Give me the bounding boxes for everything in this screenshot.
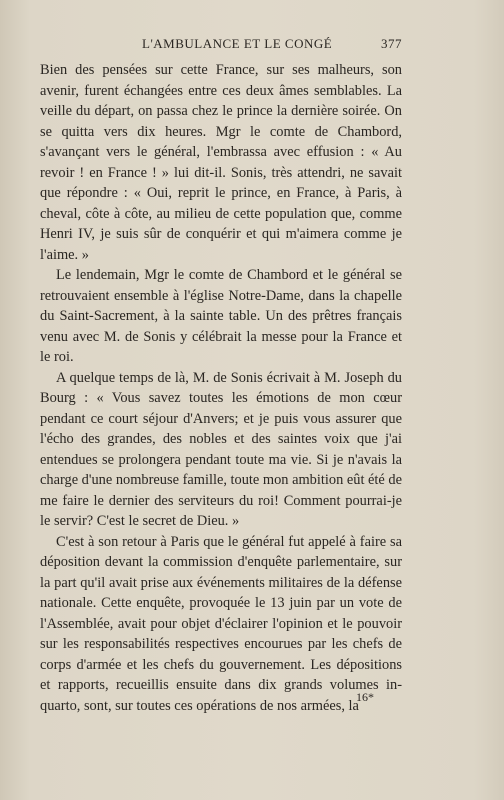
page-number: 377 bbox=[381, 36, 402, 51]
paragraph: Bien des pensées sur cette France, sur ses malheurs, son avenir, furent échangées entre ces deux âmes semblables. La veille du départ, on passa chez le prince la dernière soirée. On se quitta vers dix heures. Mgr le comte de Chambord, s'avançant vers le général, l'embrassa avec effusion : « Au revoir ! en France ! » lui dit-il. Sonis, très attendri, ne savait que répondre : « Oui, reprit le prince, en France, à Paris, à cheval, côte à côte, au milieu de cette population que, comme Henri IV, je suis sûr de conquérir et qui m'aimera comme je l'aime. » bbox=[40, 62, 402, 263]
paragraph: Le lendemain, Mgr le comte de Chambord et le général se retrouvaient ensemble à l'église Notre-Dame, dans la chapelle du Saint-Sacrement, à la sainte table. Un des prêtres français venu avec M. de Sonis y célébrait la messe pour la France et le roi. bbox=[40, 267, 402, 365]
paragraph: C'est à son retour à Paris que le général fut appelé à faire sa déposition devant la commission d'enquête parlementaire, sur la part qu'il avait prise aux événements militaires de la défense nationale. Cette enquête, provoquée le 13 juin par un vote de l'Assemblée, avait pour objet d'éclairer l'opinion et le pouvoir sur les responsabilités respectives encourues par les chefs de corps d'armée et les chefs du gouvernement. Les dépositions et rapports, recueillis ensuite dans dix grands volumes in-quarto, sont, sur toutes ces opérations de nos armées, la bbox=[40, 533, 402, 714]
paragraph: A quelque temps de là, M. de Sonis écrivait à M. Joseph du Bourg : « Vous savez toutes les émotions de mon cœur pendant ce court séjour d'Anvers; et je puis vous assurer que l'écho des grandes, des nobles et des saintes voix que j'ai entendues se prolongera pendant toute ma vie. Si je n'avais la charge d'une nombreuse famille, toute mon ambition eût été de me faire le dernier des serviteurs du roi! Comment pourrai-je le servir? C'est le secret de Dieu. » bbox=[40, 369, 402, 529]
body-text bbox=[40, 60, 402, 716]
running-title: L'AMBULANCE ET LE CONGÉ bbox=[142, 36, 333, 51]
signature-mark: 16* bbox=[356, 690, 374, 704]
running-header bbox=[40, 36, 402, 54]
